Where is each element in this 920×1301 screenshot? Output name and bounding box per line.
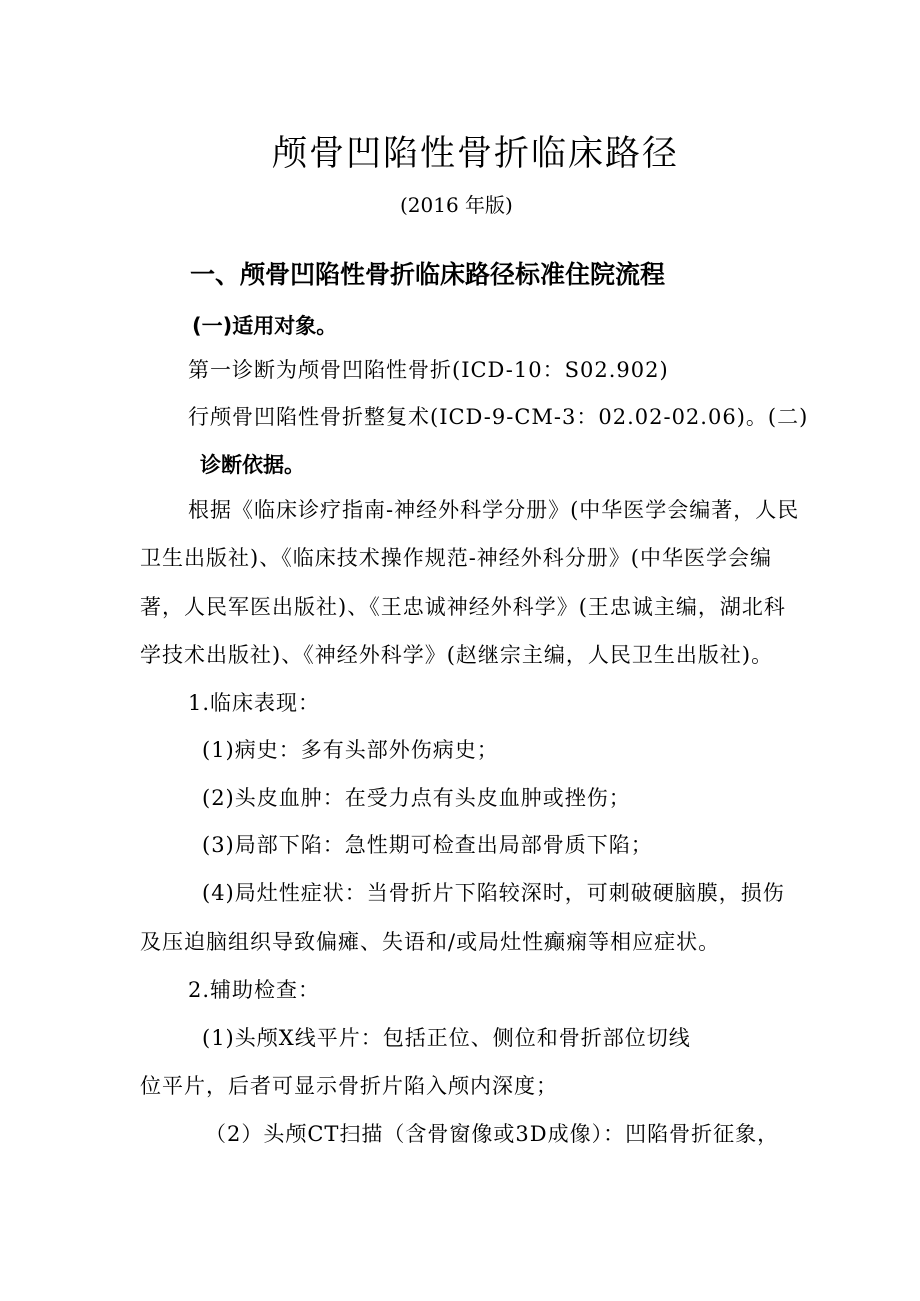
exam-item: （2）头颅CT扫描（含骨窗像或3D成像）：凹陷骨折征象， — [205, 1122, 780, 1146]
page-title: 颅骨凹陷性骨折临床路径 — [272, 134, 680, 174]
basis-line: 学技术出版社)、《神经外科学》(赵继宗主编，人民卫生出版社)。 — [140, 643, 774, 667]
clinical-item: (1)病史：多有头部外伤病史； — [202, 738, 499, 762]
clinical-item: (4)局灶性症状：当骨折片下陷较深时，可刺破硬脑膜，损伤 — [202, 881, 785, 905]
exam-item: 位平片，后者可显示骨折片陷入颅内深度； — [140, 1074, 558, 1098]
clinical-item: 及压迫脑组织导致偏瘫、失语和/或局灶性癫痫等相应症状。 — [140, 930, 721, 954]
scope-line: 第一诊断为颅骨凹陷性骨折(ICD-10：S02.902) — [188, 358, 669, 382]
subheading-diagnosis: 诊断依据。 — [200, 453, 305, 477]
clinical-item: (3)局部下陷：急性期可检查出局部骨质下陷； — [202, 833, 653, 857]
exam-heading: 2.辅助检查： — [188, 978, 321, 1002]
basis-line: 卫生出版社)、《临床技术操作规范-神经外科分册》(中华医学会编 — [140, 546, 772, 570]
clinical-item: (2)头皮血肿：在受力点有头皮血肿或挫伤； — [202, 786, 631, 810]
scope-line: 行颅骨凹陷性骨折整复术(ICD-9-CM-3：02.02-02.06)。(二) — [188, 405, 809, 429]
clinical-heading: 1.临床表现： — [188, 691, 321, 715]
subheading-scope: (一)适用对象。 — [192, 314, 338, 338]
edition-label: (2016 年版) — [400, 193, 513, 217]
basis-line: 著，人民军医出版社)、《王忠诚神经外科学》(王忠诚主编，湖北科 — [140, 595, 786, 619]
exam-item: (1)头颅X线平片：包括正位、侧位和骨折部位切线 — [202, 1026, 691, 1050]
section-heading: 一、颅骨凹陷性骨折临床路径标准住院流程 — [190, 260, 666, 289]
basis-line: 根据《临床诊疗指南-神经外科学分册》(中华医学会编著，人民 — [188, 498, 800, 522]
